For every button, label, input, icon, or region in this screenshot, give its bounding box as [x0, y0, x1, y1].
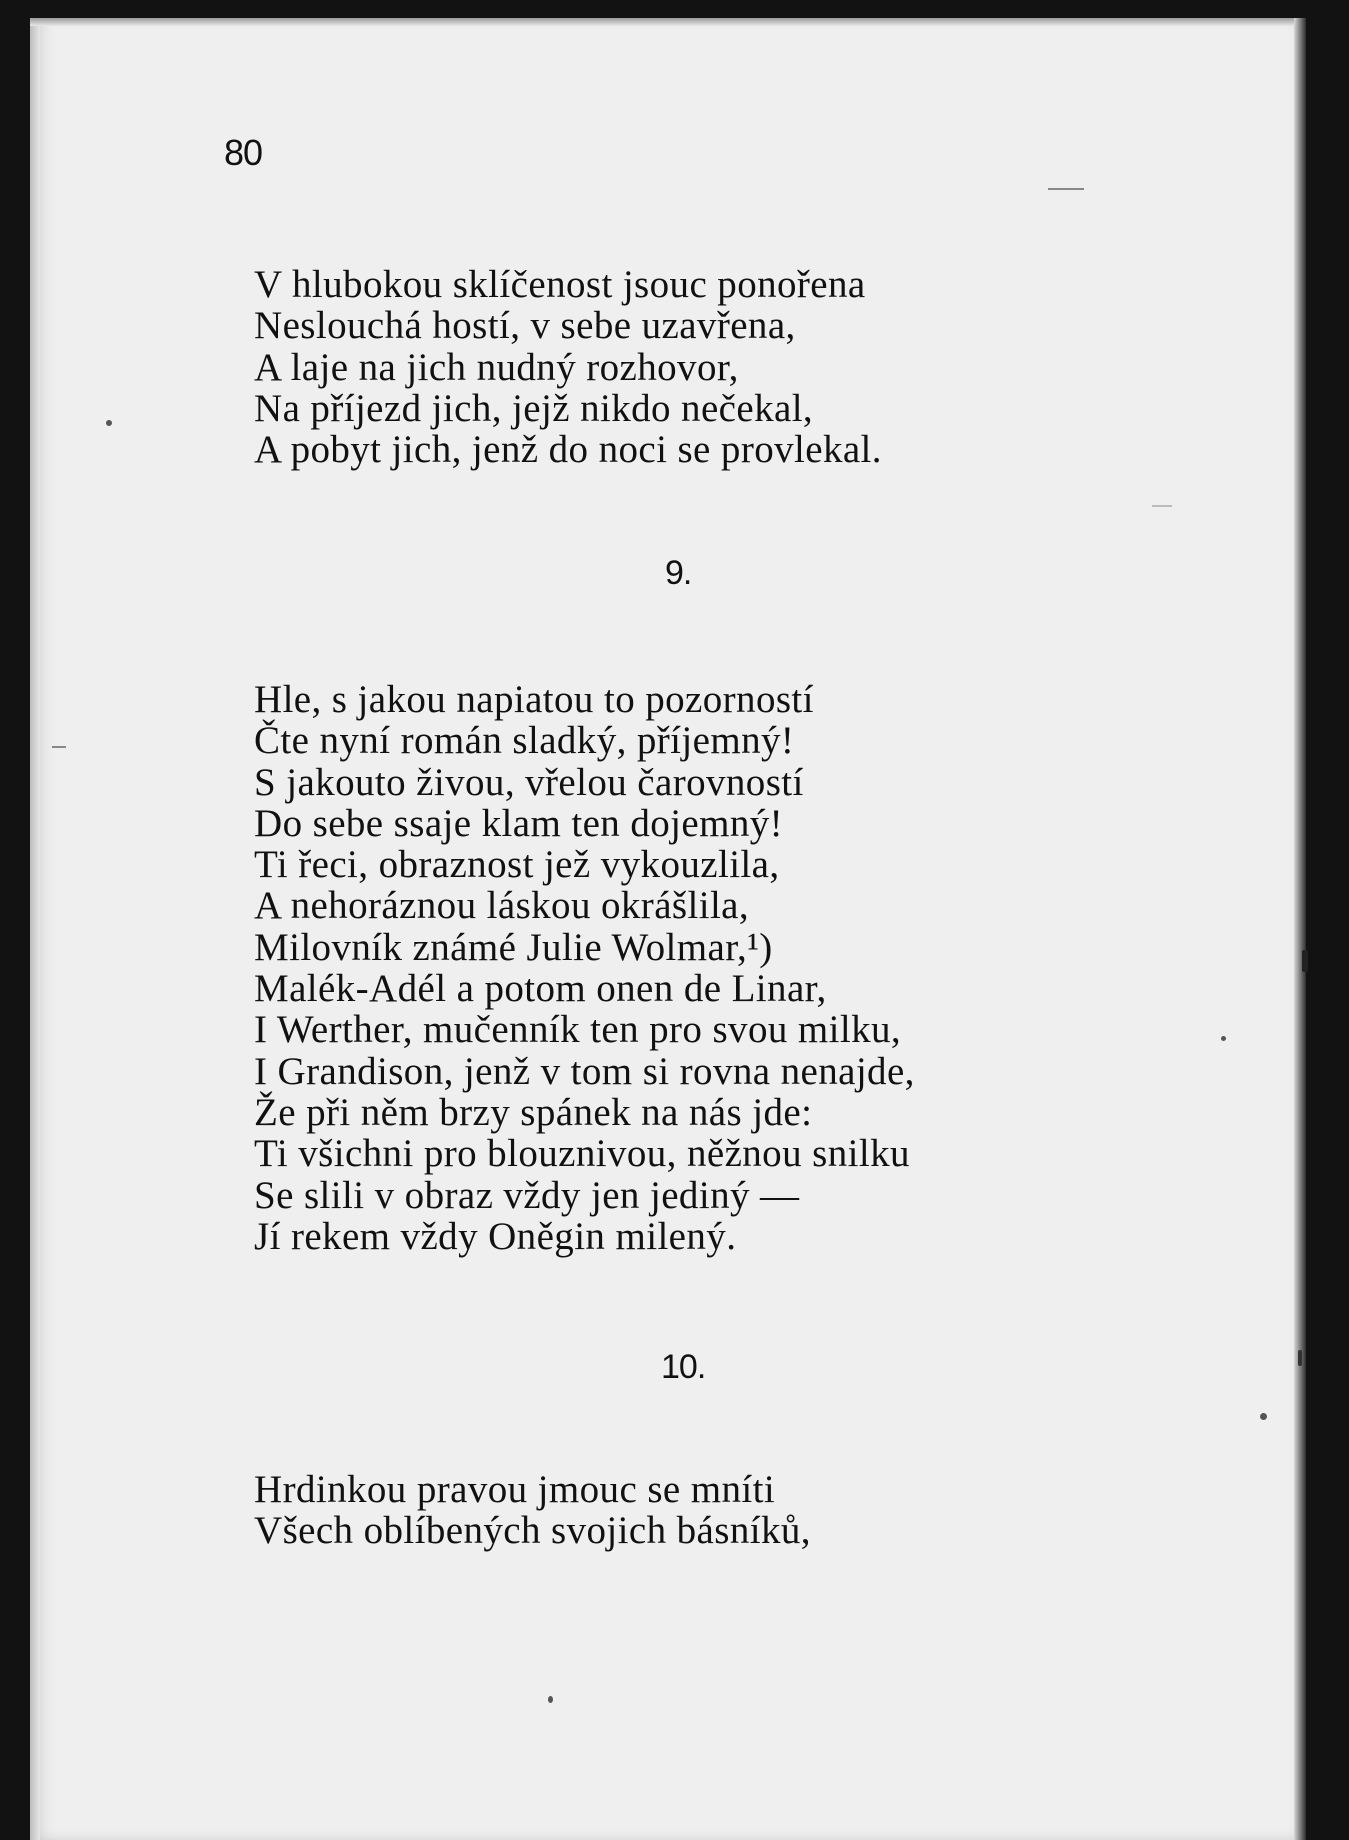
stanza-9 — [254, 679, 915, 1257]
verse-line: S jakouto živou, vřelou čarovností — [254, 760, 804, 804]
verse-line: Se slili v obraz vždy jen jediný — — [254, 1173, 800, 1217]
scan-speck — [1302, 950, 1308, 972]
scan-speck — [106, 420, 112, 426]
stanza-10 — [254, 1469, 811, 1552]
verse-line: Neslouchá hostí, v sebe uzavřena, — [254, 304, 796, 348]
verse-line: Malék-Adél a potom onen de Linar, — [254, 967, 827, 1011]
page-top-edge — [30, 18, 1306, 26]
verse-line: Do sebe ssaje klam ten dojemný! — [254, 801, 784, 845]
verse-line: V hlubokou sklíčenost jsouc ponořena — [254, 263, 866, 306]
scan-speck — [548, 1696, 553, 1703]
verse-line: Hrdinkou pravou jmouc se mníti — [254, 1468, 776, 1511]
verse-line: Ti všichni pro blouznivou, něžnou snilku — [254, 1132, 910, 1176]
verse-line: I Werther, mučenník ten pro svou milku, — [254, 1008, 902, 1052]
verse-line: A nehoráznou láskou okrášlila, — [254, 884, 750, 928]
scan-mark — [52, 746, 66, 748]
verse-line: Že při něm brzy spánek na nás jde: — [254, 1090, 813, 1134]
page-number: 80 — [224, 132, 263, 173]
verse-line: Na příjezd jich, jejž nikdo nečekal, — [254, 386, 814, 430]
scan-mark — [1048, 188, 1084, 190]
scan-mark — [1152, 505, 1172, 507]
verse-line: Milovník známé Julie Wolmar,¹) — [254, 925, 773, 969]
page-gutter-shadow — [30, 18, 40, 1840]
page-right-edge — [1294, 18, 1306, 1840]
verse-line: Hle, s jakou napiatou to pozorností — [254, 678, 814, 721]
scan-speck — [1221, 1036, 1226, 1041]
scan-speck — [1260, 1413, 1267, 1420]
verse-line: A pobyt jich, jenž do noci se provlekal. — [254, 428, 882, 472]
stanza-number-10: 10. — [661, 1348, 706, 1386]
verse-line: Ti řeci, obraznost jež vykouzlila, — [254, 843, 780, 887]
verse-line: Všech oblíbených svojich básníků, — [254, 1509, 811, 1553]
verse-line: I Grandison, jenž v tom si rovna nenajde, — [254, 1049, 915, 1093]
verse-line: Jí rekem vždy Oněgin milený. — [254, 1214, 737, 1258]
scan-speck — [1298, 1350, 1302, 1366]
stanza-number-9: 9. — [665, 554, 692, 592]
stanza-8-continued — [254, 264, 882, 470]
verse-line: Čte nyní román sladký, příjemný! — [254, 719, 795, 763]
verse-line: A laje na jich nudný rozhovor, — [254, 345, 739, 389]
